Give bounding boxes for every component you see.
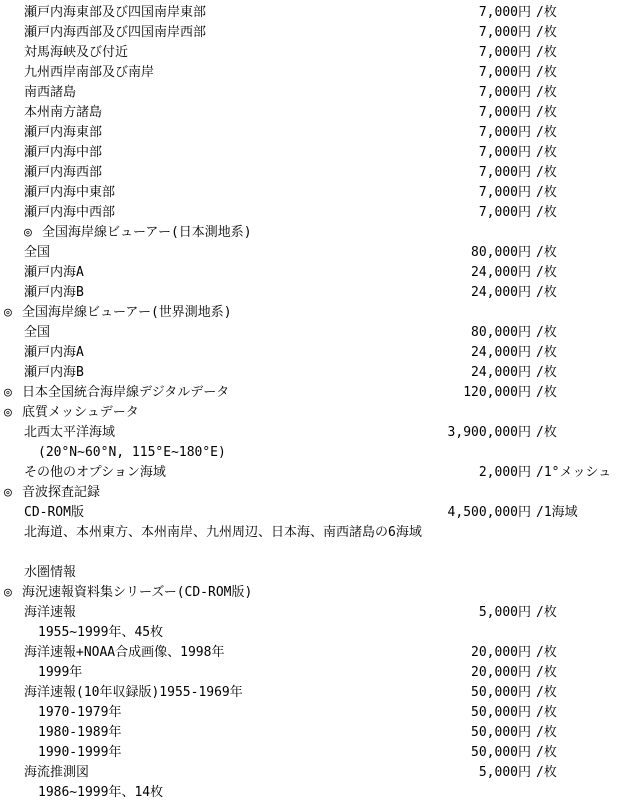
row-label bbox=[24, 43, 128, 63]
row-label-text: 瀬戸内海A bbox=[24, 265, 84, 280]
row-price: 3,900,000円 bbox=[447, 425, 531, 440]
section-heading-row bbox=[0, 483, 629, 503]
section-heading-row bbox=[0, 583, 629, 603]
row-price: 20,000円 bbox=[471, 665, 531, 680]
row-unit: /枚 bbox=[536, 185, 557, 200]
row-price: 7,000円 bbox=[478, 65, 531, 80]
row-label bbox=[38, 723, 121, 743]
price-row bbox=[0, 703, 629, 723]
row-unit: /枚 bbox=[536, 25, 557, 40]
row-label bbox=[38, 783, 163, 803]
row-label bbox=[24, 643, 224, 663]
row-label bbox=[4, 583, 252, 603]
row-price: 7,000円 bbox=[478, 125, 531, 140]
price-row bbox=[0, 323, 629, 343]
price-row bbox=[0, 743, 629, 763]
row-label bbox=[24, 423, 115, 443]
price-row bbox=[0, 503, 629, 523]
row-label bbox=[38, 623, 163, 643]
row-label bbox=[24, 363, 84, 383]
row-label bbox=[24, 123, 102, 143]
row-unit: /枚 bbox=[536, 325, 557, 340]
row-unit: /枚 bbox=[536, 45, 557, 60]
bullet-mark-icon: ◎ bbox=[4, 385, 12, 400]
bullet-mark-icon: ◎ bbox=[24, 225, 32, 240]
row-label-text: 1980-1989年 bbox=[38, 725, 122, 740]
row-price: 24,000円 bbox=[471, 285, 531, 300]
price-row bbox=[0, 123, 629, 143]
row-label-text: 対馬海峡及び付近 bbox=[24, 45, 129, 60]
price-row bbox=[0, 23, 629, 43]
row-price: 7,000円 bbox=[478, 25, 531, 40]
price-row bbox=[0, 643, 629, 663]
row-label bbox=[24, 63, 154, 83]
price-row bbox=[0, 83, 629, 103]
row-label bbox=[24, 683, 243, 703]
row-label-text: その他のオプション海域 bbox=[24, 465, 166, 480]
section-heading-row bbox=[0, 303, 629, 323]
row-label-text: 北西太平洋海域 bbox=[24, 425, 116, 440]
row-label bbox=[24, 183, 115, 203]
price-row bbox=[0, 463, 629, 483]
price-row bbox=[0, 423, 629, 443]
row-price: 7,000円 bbox=[478, 85, 531, 100]
row-label-text: 1955~1999年、45枚 bbox=[38, 625, 164, 640]
section-heading-row bbox=[0, 223, 629, 243]
row-label bbox=[38, 743, 121, 763]
row-unit: /枚 bbox=[536, 725, 557, 740]
price-row bbox=[0, 363, 629, 383]
price-row bbox=[0, 203, 629, 223]
row-price: 80,000円 bbox=[471, 245, 531, 260]
row-label bbox=[24, 563, 76, 583]
row-label bbox=[24, 323, 50, 343]
row-unit: /枚 bbox=[536, 345, 557, 360]
price-row bbox=[0, 603, 629, 623]
row-label-text: 瀬戸内海西部及び四国南岸西部 bbox=[24, 25, 207, 40]
bullet-mark-icon: ◎ bbox=[4, 485, 12, 500]
row-unit: /枚 bbox=[536, 285, 557, 300]
price-row bbox=[0, 563, 629, 583]
row-label-text: 1999年 bbox=[38, 665, 83, 680]
row-unit: /枚 bbox=[536, 245, 557, 260]
row-unit: /枚 bbox=[536, 365, 557, 380]
row-unit: /枚 bbox=[536, 645, 557, 660]
row-price: 7,000円 bbox=[478, 185, 531, 200]
row-unit: /枚 bbox=[536, 745, 557, 760]
blank-row bbox=[0, 543, 629, 563]
row-label bbox=[24, 3, 206, 23]
row-label-text: 海洋速報 bbox=[24, 605, 77, 620]
row-label bbox=[38, 443, 226, 463]
row-label bbox=[24, 283, 84, 303]
row-price: 20,000円 bbox=[471, 645, 531, 660]
row-label-text: 海洋速報+NOAA合成画像、1998年 bbox=[24, 645, 225, 660]
row-label-text: 海況速報資料集シリーズー(CD-ROM版) bbox=[22, 585, 253, 600]
row-label-text: 瀬戸内海西部 bbox=[24, 165, 103, 180]
row-price: 50,000円 bbox=[471, 685, 531, 700]
row-label bbox=[24, 203, 115, 223]
row-label-text: 海流推測図 bbox=[24, 765, 90, 780]
price-row bbox=[0, 443, 629, 463]
row-unit: /枚 bbox=[536, 605, 557, 620]
row-label bbox=[24, 163, 102, 183]
row-label-text: 1990-1999年 bbox=[38, 745, 122, 760]
row-label-text: 九州西岸南部及び南岸 bbox=[24, 65, 155, 80]
row-label-text: 海洋速報(10年収録版)1955-1969年 bbox=[24, 685, 243, 700]
row-label bbox=[24, 523, 422, 543]
row-label-text: 1970-1979年 bbox=[38, 705, 122, 720]
row-label-text: 本州南方諸島 bbox=[24, 105, 103, 120]
row-unit: /枚 bbox=[536, 385, 557, 400]
price-row bbox=[0, 43, 629, 63]
row-label-text: 瀬戸内海東部 bbox=[24, 125, 103, 140]
row-unit: /枚 bbox=[536, 85, 557, 100]
row-price: 50,000円 bbox=[471, 705, 531, 720]
row-unit: /1°メッシュ bbox=[536, 465, 612, 480]
section-heading-row bbox=[0, 383, 629, 403]
price-list bbox=[0, 3, 629, 803]
bullet-mark-icon: ◎ bbox=[4, 305, 12, 320]
row-unit: /枚 bbox=[536, 165, 557, 180]
price-row bbox=[0, 243, 629, 263]
price-row bbox=[0, 3, 629, 23]
row-price: 7,000円 bbox=[478, 5, 531, 20]
price-row bbox=[0, 143, 629, 163]
row-label-text: 水圏情報 bbox=[24, 565, 77, 580]
row-label-text: 全国 bbox=[24, 245, 51, 260]
row-price: 80,000円 bbox=[471, 325, 531, 340]
price-row bbox=[0, 523, 629, 543]
row-label-text: 全国海岸線ビューアー(日本測地系) bbox=[42, 225, 252, 240]
row-price: 120,000円 bbox=[463, 385, 531, 400]
row-price: 2,000円 bbox=[478, 465, 531, 480]
row-price: 4,500,000円 bbox=[447, 505, 531, 520]
row-label-text: CD-ROM版 bbox=[24, 505, 84, 520]
row-label bbox=[24, 343, 84, 363]
row-price: 5,000円 bbox=[478, 765, 531, 780]
bullet-mark-icon: ◎ bbox=[4, 405, 12, 420]
row-unit: /枚 bbox=[536, 265, 557, 280]
row-unit: /枚 bbox=[536, 125, 557, 140]
row-label bbox=[4, 483, 100, 503]
row-label-text: 1986~1999年、14枚 bbox=[38, 785, 164, 800]
row-unit: /枚 bbox=[536, 5, 557, 20]
price-row bbox=[0, 783, 629, 803]
row-label bbox=[4, 383, 229, 403]
price-row bbox=[0, 683, 629, 703]
row-price: 5,000円 bbox=[478, 605, 531, 620]
row-unit: /枚 bbox=[536, 65, 557, 80]
row-label bbox=[24, 83, 76, 103]
price-row bbox=[0, 343, 629, 363]
row-label-text: 瀬戸内海中西部 bbox=[24, 205, 116, 220]
price-row bbox=[0, 663, 629, 683]
row-label-text: 瀬戸内海B bbox=[24, 285, 84, 300]
row-label-text: (20°N~60°N, 115°E~180°E) bbox=[38, 445, 226, 460]
row-label bbox=[24, 603, 76, 623]
row-unit: /枚 bbox=[536, 665, 557, 680]
row-label bbox=[24, 223, 252, 243]
row-label-text: 北海道、本州東方、本州南岸、九州周辺、日本海、南西諸島の6海域 bbox=[24, 525, 422, 540]
row-label bbox=[24, 243, 50, 263]
row-label bbox=[24, 763, 89, 783]
price-row bbox=[0, 103, 629, 123]
row-unit: /枚 bbox=[536, 685, 557, 700]
row-price: 24,000円 bbox=[471, 265, 531, 280]
row-label-text: 瀬戸内海B bbox=[24, 365, 84, 380]
price-row bbox=[0, 163, 629, 183]
row-label-text: 音波探査記録 bbox=[22, 485, 101, 500]
price-row bbox=[0, 263, 629, 283]
row-label-text: 瀬戸内海中東部 bbox=[24, 185, 116, 200]
row-unit: /枚 bbox=[536, 105, 557, 120]
row-label bbox=[24, 503, 84, 523]
row-label-text: 瀬戸内海東部及び四国南岸東部 bbox=[24, 5, 207, 20]
row-unit: /枚 bbox=[536, 205, 557, 220]
row-price: 7,000円 bbox=[478, 165, 531, 180]
price-row bbox=[0, 63, 629, 83]
row-label bbox=[24, 23, 206, 43]
row-price: 24,000円 bbox=[471, 345, 531, 360]
row-label bbox=[24, 463, 166, 483]
price-row bbox=[0, 283, 629, 303]
price-row bbox=[0, 183, 629, 203]
price-row bbox=[0, 623, 629, 643]
row-label-text: 南西諸島 bbox=[24, 85, 77, 100]
row-label-text: 全国 bbox=[24, 325, 51, 340]
row-label-text: 全国海岸線ビューアー(世界測地系) bbox=[22, 305, 232, 320]
price-row bbox=[0, 723, 629, 743]
row-price: 7,000円 bbox=[478, 45, 531, 60]
row-label-text: 底質メッシュデータ bbox=[22, 405, 139, 420]
row-unit: /枚 bbox=[536, 705, 557, 720]
row-unit: /枚 bbox=[536, 425, 557, 440]
row-label bbox=[24, 103, 102, 123]
row-price: 50,000円 bbox=[471, 725, 531, 740]
row-label bbox=[4, 403, 139, 423]
row-unit: /1海域 bbox=[536, 505, 578, 520]
row-price: 24,000円 bbox=[471, 365, 531, 380]
row-label bbox=[24, 143, 102, 163]
row-label-text: 日本全国統合海岸線デジタルデータ bbox=[22, 385, 230, 400]
row-label bbox=[4, 303, 232, 323]
row-price: 50,000円 bbox=[471, 745, 531, 760]
row-unit: /枚 bbox=[536, 765, 557, 780]
row-price: 7,000円 bbox=[478, 105, 531, 120]
section-heading-row bbox=[0, 403, 629, 423]
row-price: 7,000円 bbox=[478, 145, 531, 160]
row-label bbox=[38, 703, 121, 723]
row-label-text: 瀬戸内海A bbox=[24, 345, 84, 360]
price-row bbox=[0, 763, 629, 783]
row-price: 7,000円 bbox=[478, 205, 531, 220]
bullet-mark-icon: ◎ bbox=[4, 585, 12, 600]
row-label-text: 瀬戸内海中部 bbox=[24, 145, 103, 160]
row-label bbox=[24, 263, 84, 283]
row-label bbox=[38, 663, 82, 683]
row-unit: /枚 bbox=[536, 145, 557, 160]
